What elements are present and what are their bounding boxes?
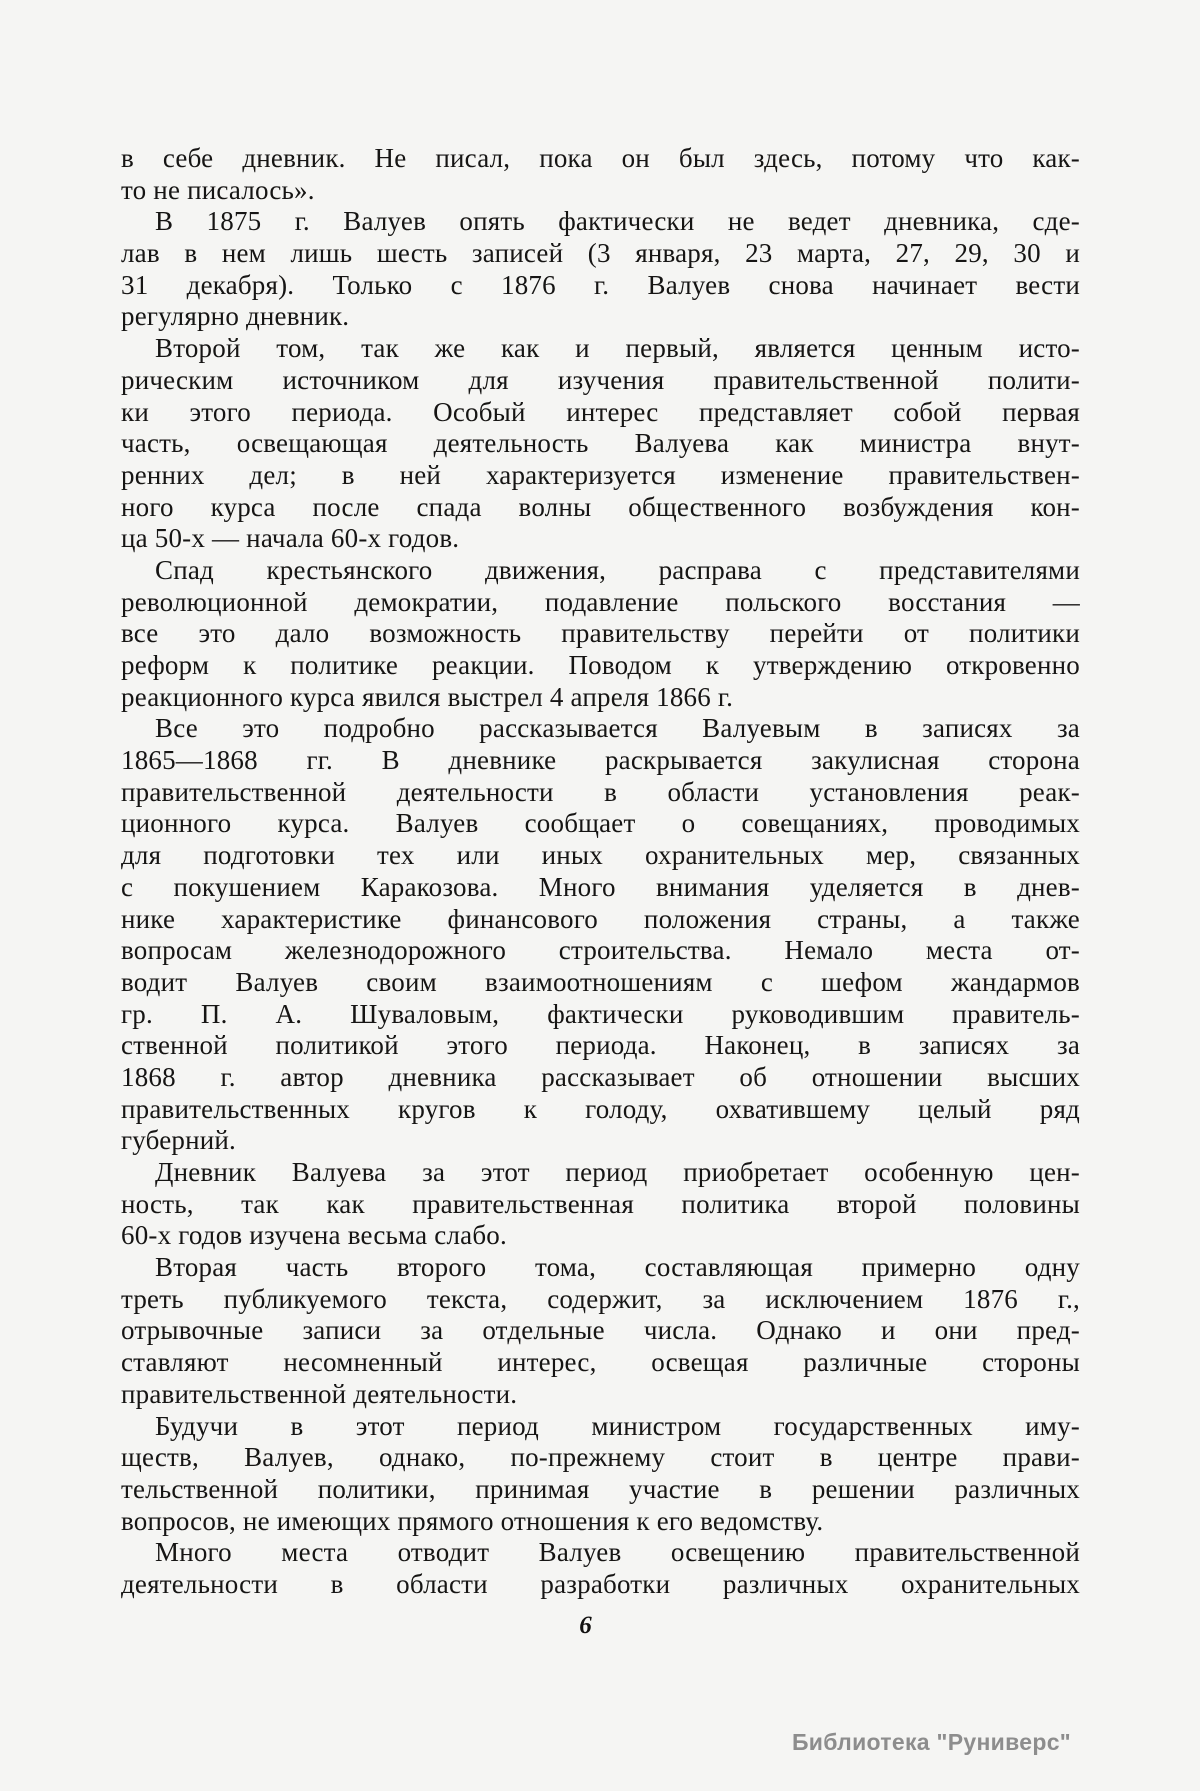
text-line: Второй том, так же как и первый, является ценным исто- <box>155 333 1080 364</box>
text-line: рическим источником для изучения правительственной полити- <box>121 364 1080 395</box>
text-line: ность, так как правительственная политика второй половины <box>121 1188 1080 1219</box>
text-line: 1865—1868 гг. В дневнике раскрывается закулисная сторона <box>121 745 1080 776</box>
text-line: Все это подробно рассказывается Валуевым в записях за <box>155 713 1080 744</box>
text-line: правительственной деятельности. <box>121 1378 518 1409</box>
text-line: правительственных кругов к голоду, охватившему целый ряд <box>121 1093 1080 1124</box>
text-line: водит Валуев своим взаимоотношениям с шефом жандармов <box>121 966 1080 997</box>
text-line: то не писалось». <box>121 174 315 205</box>
text-line: Вторая часть второго тома, составляющая примерно одну <box>155 1252 1080 1283</box>
text-line: губерний. <box>121 1125 236 1156</box>
text-line: с покушением Каракозова. Много внимания уделяется в днев- <box>121 871 1080 902</box>
text-line: Будучи в этот период министром государственных иму- <box>155 1410 1080 1441</box>
text-line: ца 50-х — начала 60-х годов. <box>121 523 460 554</box>
text-line: ренних дел; в ней характеризуется изменение правительствен- <box>121 459 1080 490</box>
text-line: гр. П. А. Шуваловым, фактически руководившим правитель- <box>121 998 1080 1029</box>
text-line: В 1875 г. Валуев опять фактически не ведет дневника, сде- <box>155 206 1080 237</box>
page-number: 6 <box>579 1612 592 1639</box>
text-line: Спад крестьянского движения, расправа с представителями <box>155 554 1080 585</box>
text-line: ционного курса. Валуев сообщает о совещаниях, проводимых <box>121 808 1080 839</box>
text-line: тельственной политики, принимая участие в решении различных <box>121 1473 1080 1504</box>
text-line: часть, освещающая деятельность Валуева как министра внут- <box>121 428 1080 459</box>
text-line: реформ к политике реакции. Поводом к утверждению откровенно <box>121 650 1080 680</box>
text-line: лав в нем лишь шесть записей (3 января, 23 марта, 27, 29, 30 и <box>121 238 1080 269</box>
text-line: вопросам железнодорожного строительства. Немало места от- <box>121 935 1080 966</box>
text-line: ставляют несомненный интерес, освещая различные стороны <box>121 1347 1080 1378</box>
text-line: в себе дневник. Не писал, пока он был здесь, потому что как- <box>121 143 1080 173</box>
text-line: регулярно дневник. <box>121 301 350 332</box>
text-line: правительственной деятельности в области установления реак- <box>121 776 1080 807</box>
text-line: деятельности в области разработки различных охранительных <box>121 1568 1080 1599</box>
text-line: все это дало возможность правительству перейти от политики <box>121 618 1080 649</box>
text-line: треть публикуемого текста, содержит, за исключением 1876 г., <box>121 1283 1080 1314</box>
text-line: 1868 г. автор дневника рассказывает об отношении высших <box>121 1061 1080 1092</box>
text-line: для подготовки тех или иных охранительных мер, связанных <box>121 840 1080 871</box>
body-text <box>121 143 1080 1601</box>
text-line: вопросов, не имеющих прямого отношения к его ведомству. <box>121 1505 824 1536</box>
text-line: 60-х годов изучена весьма слабо. <box>121 1220 507 1251</box>
text-line: ственной политикой этого периода. Наконец, в записях за <box>121 1030 1080 1061</box>
text-line: реакционного курса явился выстрел 4 апреля 1866 г. <box>121 681 734 712</box>
text-line: ного курса после спада волны общественного возбуждения кон- <box>121 491 1080 522</box>
text-line: Дневник Валуева за этот период приобретает особенную цен- <box>155 1157 1080 1187</box>
text-line: революционной демократии, подавление польского восстания — <box>121 586 1080 617</box>
text-line: 31 декабря). Только с 1876 г. Валуев снова начинает вести <box>121 269 1080 300</box>
library-watermark: Библиотека "Руниверс" <box>791 1729 1071 1755</box>
text-line: нике характеристике финансового положения страны, а также <box>121 903 1080 934</box>
text-line: ществ, Валуев, однако, по-прежнему стоит в центре прави- <box>121 1442 1080 1473</box>
text-line: ки этого периода. Особый интерес представляет собой первая <box>121 396 1080 427</box>
text-line: отрывочные записи за отдельные числа. Однако и они пред- <box>121 1315 1080 1346</box>
text-line: Много места отводит Валуев освещению правительственной <box>155 1537 1080 1568</box>
